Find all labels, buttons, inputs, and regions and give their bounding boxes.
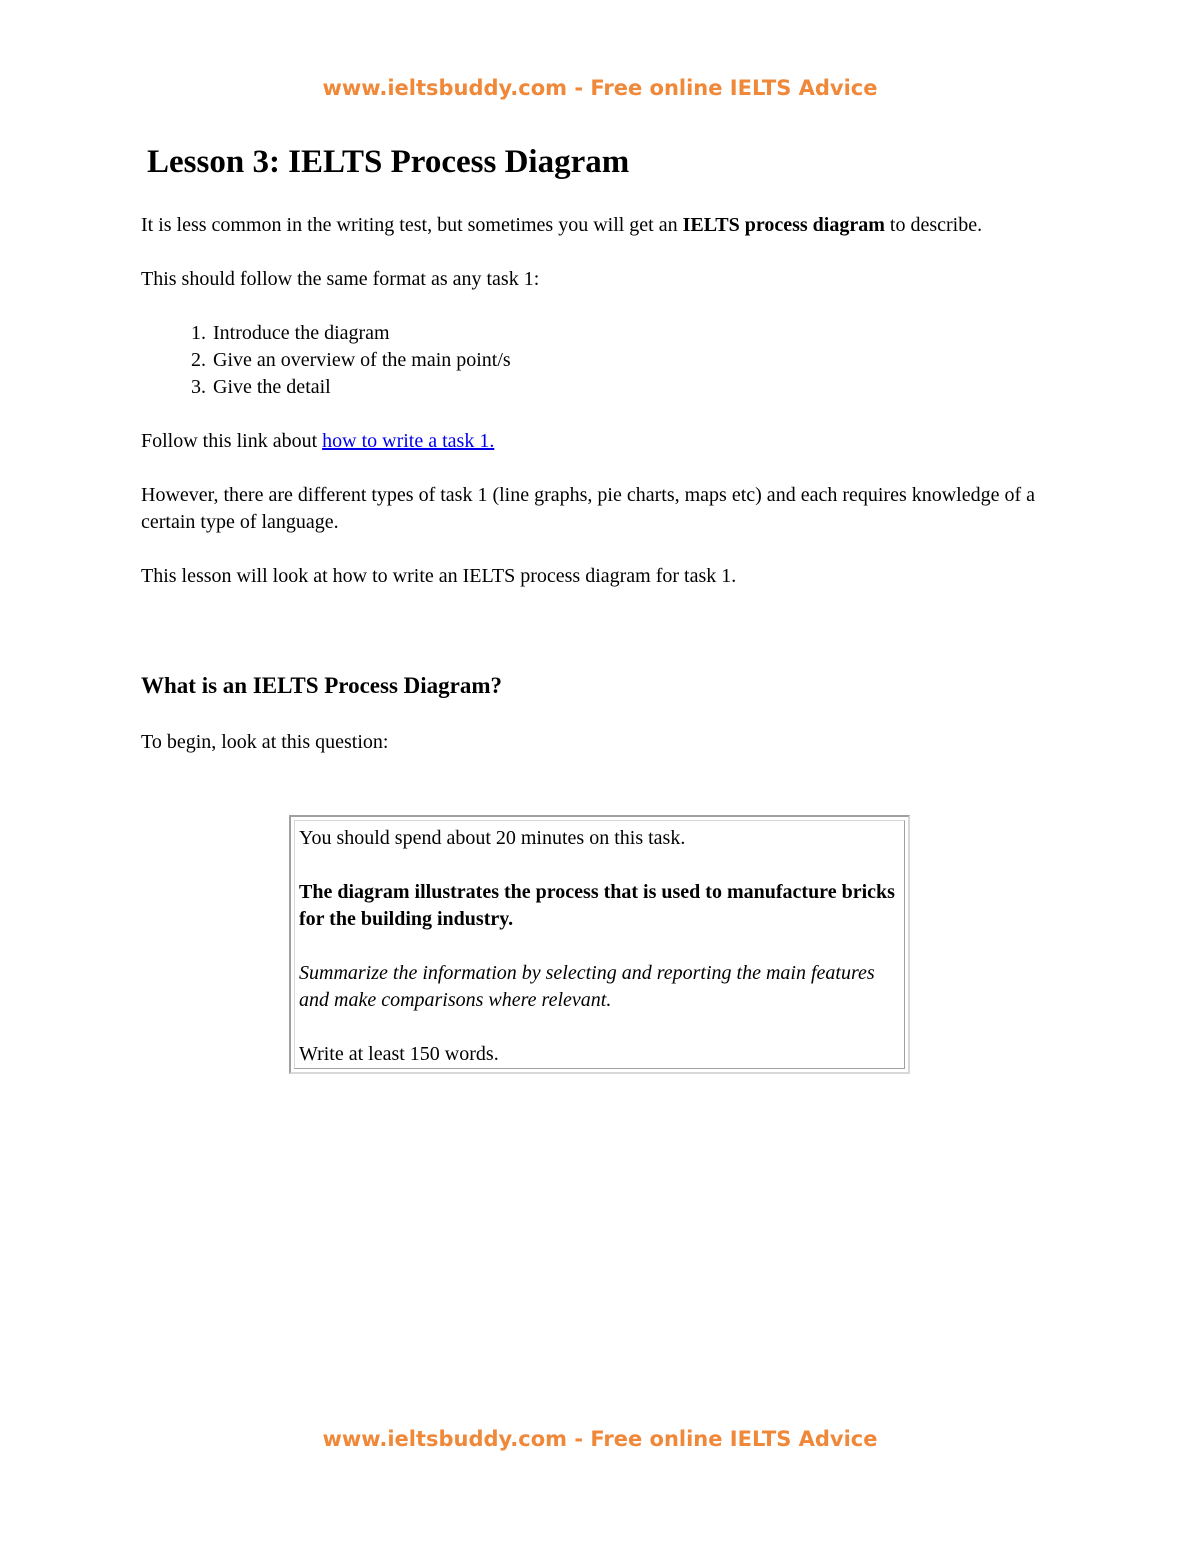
intro-paragraph — [141, 212, 1061, 239]
task1-guide-link[interactable]: how to write a task 1. — [322, 430, 495, 452]
intro-text-start: It is less common in the writing test, but sometimes you will get an — [141, 214, 683, 236]
section-spacer — [141, 617, 1061, 671]
list-item: 2. Give an overview of the main point/s — [211, 347, 1061, 374]
lesson-scope-paragraph: This lesson will look at how to write an IELTS process diagram for task 1. — [141, 565, 737, 587]
link-intro-text: Follow this link about — [141, 430, 323, 452]
task-instruction-italic: Summarize the information by selecting and reporting the main features and make comparisons where relevant. — [299, 962, 875, 1011]
list-item: 3. Give the detail — [211, 374, 1061, 401]
link-paragraph — [141, 428, 1061, 455]
list-item: 1. Introduce the diagram — [211, 320, 1061, 347]
page-title: Lesson 3: IELTS Process Diagram — [147, 144, 630, 180]
intro-text-end: to describe. — [884, 214, 983, 236]
main-content — [141, 140, 1061, 783]
task-word-count: Write at least 150 words. — [299, 1043, 499, 1065]
task-question-box — [289, 815, 910, 1074]
task-prompt-bold: The diagram illustrates the process that is used to manufacture bricks for the building industry. — [299, 881, 895, 930]
header-site-banner: www.ieltsbuddy.com - Free online IELTS Advice — [322, 76, 878, 100]
task-instruction — [299, 960, 900, 1014]
task-prompt — [299, 879, 900, 933]
types-paragraph: However, there are different types of task 1 (line graphs, pie charts, maps etc) and each requires knowledge of a certain type of language. — [141, 484, 1036, 533]
format-intro-paragraph: This should follow the same format as any task 1: — [141, 268, 540, 290]
task-question-inner — [294, 820, 905, 1069]
task-time-text: You should spend about 20 minutes on this task. — [299, 827, 686, 849]
footer-site-banner: www.ieltsbuddy.com - Free online IELTS Advice — [322, 1427, 878, 1451]
intro-bold-term: IELTS process diagram — [682, 214, 885, 236]
section-heading: What is an IELTS Process Diagram? — [141, 673, 503, 698]
question-intro-paragraph: To begin, look at this question: — [141, 731, 389, 753]
steps-list — [141, 320, 1061, 401]
